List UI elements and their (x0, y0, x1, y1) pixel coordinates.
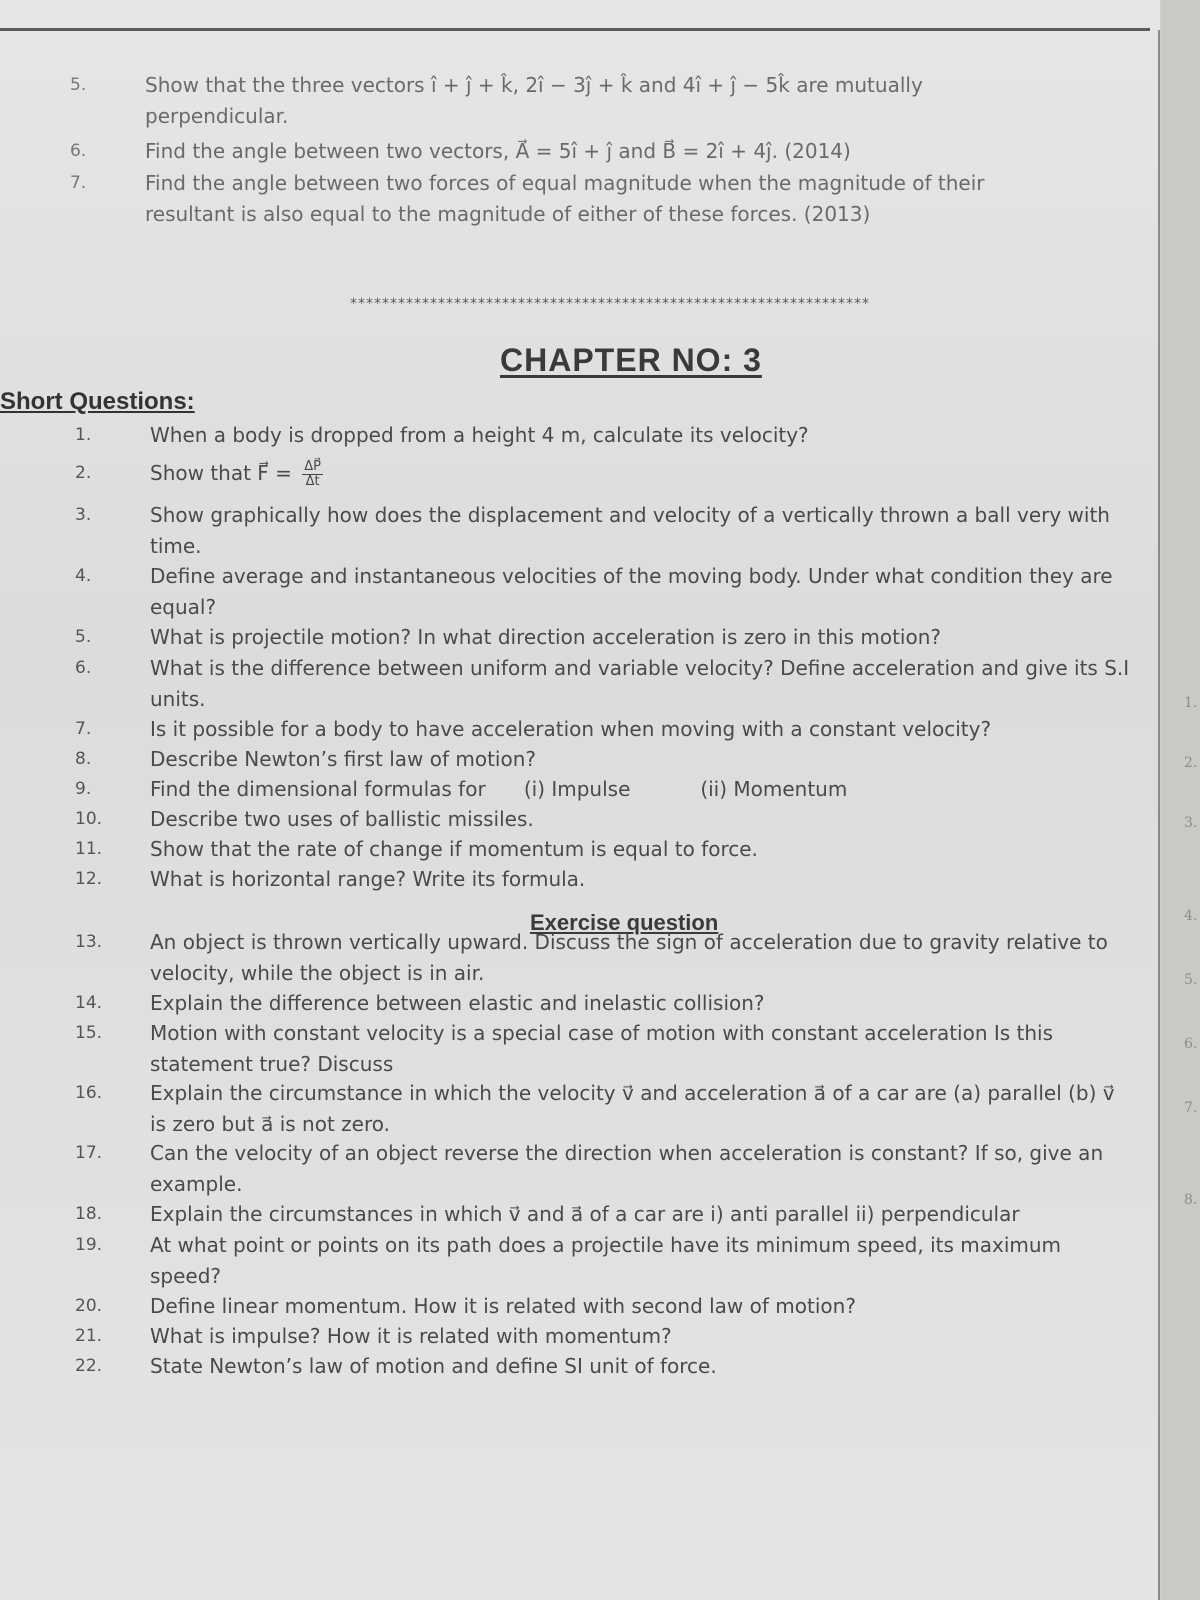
exercise-question (75, 1078, 1135, 1140)
question-number: 8. (75, 749, 92, 769)
question-number: 19. (75, 1235, 103, 1255)
question-text: Find the angle between two vectors, A⃗ = 5î + ĵ and B⃗ = 2î + 4ĵ. (2014) (145, 139, 851, 163)
question-number: 12. (75, 869, 103, 889)
prev-question (70, 136, 1070, 167)
short-question (75, 804, 1135, 835)
chapter-title: CHAPTER NO: 3 (500, 342, 762, 378)
question-number: 22. (75, 1356, 103, 1376)
short-question (75, 774, 1135, 805)
question-number: 18. (75, 1204, 103, 1224)
exercise-question (75, 1291, 1135, 1322)
right-border-line (1158, 30, 1160, 1600)
question-number: 20. (75, 1296, 103, 1316)
question-text: Explain the circumstance in which the velocity v⃗ and acceleration a⃗ of a car are (a) parallel (b) v⃗ is zero but a⃗ is not zero. (150, 1081, 1115, 1136)
exercise-question (75, 927, 1155, 989)
question-text: Show that the rate of change if momentum is equal to force. (150, 837, 758, 861)
question-number: 16. (75, 1083, 103, 1103)
question-number: 7. (70, 173, 87, 193)
question-number: 3. (75, 505, 92, 525)
side-margin-number: 5. (1184, 972, 1198, 988)
question-text: Find the angle between two forces of equal magnitude when the magnitude of their resultant is also equal to the magnitude of either of these forces. (2013) (145, 171, 985, 226)
top-border-line (0, 28, 1150, 31)
question-text (150, 458, 1135, 489)
question-text: Show graphically how does the displacement and velocity of a vertically thrown a ball very with time. (150, 503, 1110, 558)
short-question (75, 458, 1135, 489)
question-text: At what point or points on its path does a projectile have its minimum speed, its maximum speed? (150, 1233, 1062, 1288)
question-text: Show that the three vectors î + ĵ + k̂, 2î − 3ĵ + k̂ and 4î + ĵ − 5k̂ are mutually perpendicular. (145, 73, 923, 128)
question-number: 6. (70, 141, 87, 161)
short-question (75, 744, 1135, 775)
question-text: Is it possible for a body to have acceleration when moving with a constant velocity? (150, 717, 992, 741)
side-margin-number: 4. (1184, 908, 1198, 924)
question-number: 10. (75, 809, 103, 829)
question-text: Explain the circumstances in which v⃗ and a⃗ of a car are i) anti parallel ii) perpendicular (150, 1202, 1020, 1226)
exercise-question (75, 988, 1135, 1019)
short-question (75, 420, 1135, 451)
question-number: 2. (75, 463, 92, 483)
fraction (302, 460, 323, 489)
question-number: 1. (75, 425, 92, 445)
side-margin-number: 8. (1184, 1192, 1198, 1208)
short-question (75, 864, 1135, 895)
short-questions-heading: Short Questions: (0, 388, 195, 415)
question-text: Define average and instantaneous velocities of the moving body. Under what condition they are equal? (150, 564, 1113, 619)
question-text: What is projectile motion? In what direction acceleration is zero in this motion? (150, 625, 942, 649)
short-question (75, 834, 1135, 865)
exercise-question (75, 1230, 1135, 1292)
exercise-question (75, 1138, 1135, 1200)
fraction-numerator: ΔP⃗ (304, 459, 322, 474)
question-number: 9. (75, 779, 92, 799)
question-number: 15. (75, 1023, 103, 1043)
fraction-denominator: Δt (305, 474, 320, 489)
side-margin-number: 2. (1184, 755, 1198, 771)
exercise-heading: Exercise question (530, 910, 719, 935)
question-text: Describe two uses of ballistic missiles. (150, 807, 534, 831)
question-text: Define linear momentum. How it is related with second law of motion? (150, 1294, 856, 1318)
short-question (75, 653, 1135, 715)
question-text: What is impulse? How it is related with momentum? (150, 1324, 672, 1348)
side-margin-number: 1. (1184, 695, 1198, 711)
separator-stars: ***************************************************************** (350, 296, 870, 308)
question-text: When a body is dropped from a height 4 m, calculate its velocity? (150, 423, 809, 447)
short-question (75, 500, 1135, 562)
question-text: What is the difference between uniform and variable velocity? Define acceleration and give its S.I units. (150, 656, 1130, 711)
question-text: Motion with constant velocity is a special case of motion with constant acceleration Is this statement true? Discuss (150, 1021, 1054, 1076)
exercise-question (75, 1321, 1135, 1352)
question-text: An object is thrown vertically upward. Discuss the sign of acceleration due to gravity relative to velocity, while the object is in air. (150, 930, 1108, 985)
question-number: 11. (75, 839, 103, 859)
adjacent-page-strip (1162, 0, 1200, 1600)
question-text: Can the velocity of an object reverse the direction when acceleration is constant? If so, give an example. (150, 1141, 1104, 1196)
question-number: 6. (75, 658, 92, 678)
prev-question (70, 168, 1070, 230)
short-question (75, 561, 1155, 623)
exercise-question (75, 1351, 1135, 1382)
question-text: Find the dimensional formulas for (i) Impulse (ii) Momentum (150, 777, 848, 801)
question-number: 21. (75, 1326, 103, 1346)
side-margin-number: 6. (1184, 1036, 1198, 1052)
question-number: 5. (75, 627, 92, 647)
formula-prefix: Show that F⃗ = (150, 461, 292, 485)
question-text: What is horizontal range? Write its formula. (150, 867, 586, 891)
question-number: 14. (75, 993, 103, 1013)
prev-question (70, 70, 1070, 132)
question-number: 13. (75, 932, 103, 952)
question-text: State Newton’s law of motion and define SI unit of force. (150, 1354, 717, 1378)
question-text: Explain the difference between elastic and inelastic collision? (150, 991, 765, 1015)
side-margin-number: 7. (1184, 1100, 1198, 1116)
question-number: 4. (75, 566, 92, 586)
exercise-question (75, 1018, 1135, 1080)
short-question (75, 622, 1135, 653)
question-number: 7. (75, 719, 92, 739)
short-question (75, 714, 1135, 745)
question-number: 5. (70, 75, 87, 95)
question-text: Describe Newton’s first law of motion? (150, 747, 537, 771)
question-number: 17. (75, 1143, 103, 1163)
exercise-question (75, 1199, 1135, 1230)
side-margin-number: 3. (1184, 815, 1198, 831)
